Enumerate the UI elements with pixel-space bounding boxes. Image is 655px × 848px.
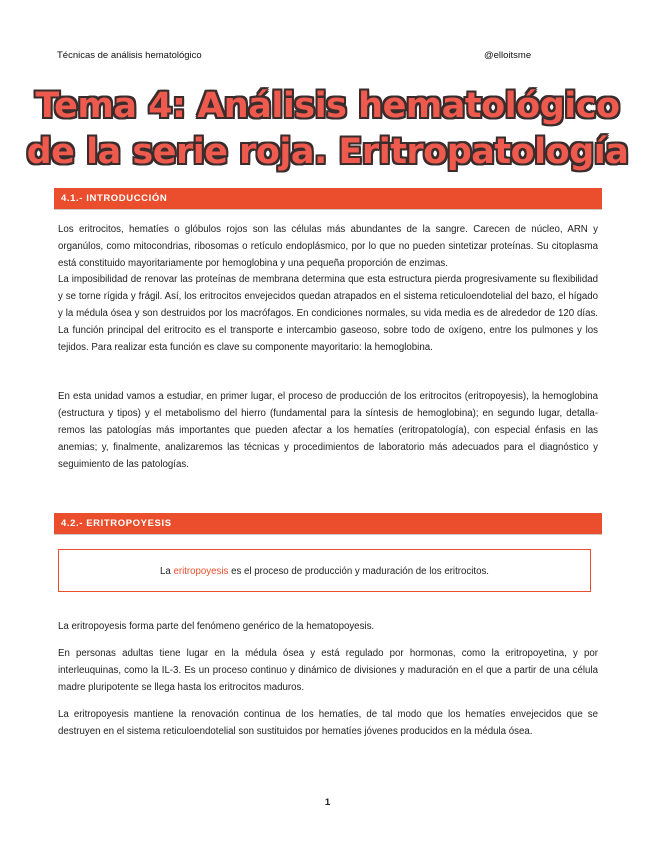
section-heading-eritropoyesis: 4.2.- ERITROPOYESIS (54, 513, 602, 535)
title-line-1: Tema 4: Análisis hematológico (35, 86, 620, 126)
definition-highlight: eritropoyesis (173, 566, 229, 577)
page-number: 1 (324, 797, 331, 808)
definition-suffix: es el proceso de producción y maduración de los eritrocitos. (228, 566, 489, 577)
paragraph: En personas adultas tiene lugar en la médula ósea y está regulado por hormonas, como la eritropoyetina, y por interleuquinas, como la IL-3. Es un proceso continuo y dinámico de divisiones y maduración en el que a partir de una célula madre pluripotente se llega hasta los eritrocitos maduros. (58, 648, 598, 693)
header-left: Técnicas de análisis hematológico (57, 50, 202, 61)
paragraph: Los eritrocitos, hematíes o glóbulos rojos son las células más abundantes de la sangre. Carecen de núcleo, ARN y organúlos, como mitocondrias, ribosomas o retículo endoplásmico, por lo que no pueden sintetizar proteínas. Su citoplasma está constituido mayoritariamente por hemoglobina y una pequeña proporción de enzimas. (58, 224, 598, 269)
paragraph: La imposibilidad de renovar las proteínas de membrana determina que esta estructura pierda progresivamente su flexibilidad y se torne rígida y frágil. Así, los eritrocitos envejecidos quedan atrapados en el sistema reticuloendotelial del bazo, el hígado y la médula ósea y son destruidos por los macrófagos. En condiciones normales, su vida media es de alrededor de 120 días. La función principal del eritrocito es el transporte e intercambio gaseoso, sobre todo de oxígeno, entre los pulmones y los tejidos. Para realizar esta función es clave su componente mayoritario: la hemoglobina. (58, 274, 598, 353)
definition-prefix: La (159, 566, 174, 577)
header-right: @elloitsme (484, 50, 532, 61)
paragraph: La eritropoyesis mantiene la renovación continua de los hematíes, de tal modo que los hematíes envejecidos que se destruyen en el sistema reticuloendotelial son sustituidos por hematíes jóvenes producidos en la médula ósea. (58, 709, 598, 737)
paragraph: En esta unidad vamos a estudiar, en primer lugar, el proceso de producción de los eritrocitos (eritropoyesis), la hemoglobina (estructura y tipos) y el metabolismo del hierro (fundamental para la síntesis de hemoglobina); en segundo lugar, detalla- remos las patologías más importantes que pueden afectar a los hematíes (eritropatología), con especial énfasis en las anemias; y, finalmente, analizaremos las técnicas y procedimientos de laboratorio más adecuados para el diagnóstico y seguimiento de las patologías. (58, 391, 598, 470)
section-heading-introduccion: 4.1.- INTRODUCCIÓN (54, 188, 602, 210)
title-line-2: de la serie roja. Eritropatología (26, 132, 629, 172)
definition-box (58, 549, 591, 592)
paragraph: La eritropoyesis forma parte del fenómeno genérico de la hematopoyesis. (58, 621, 375, 632)
